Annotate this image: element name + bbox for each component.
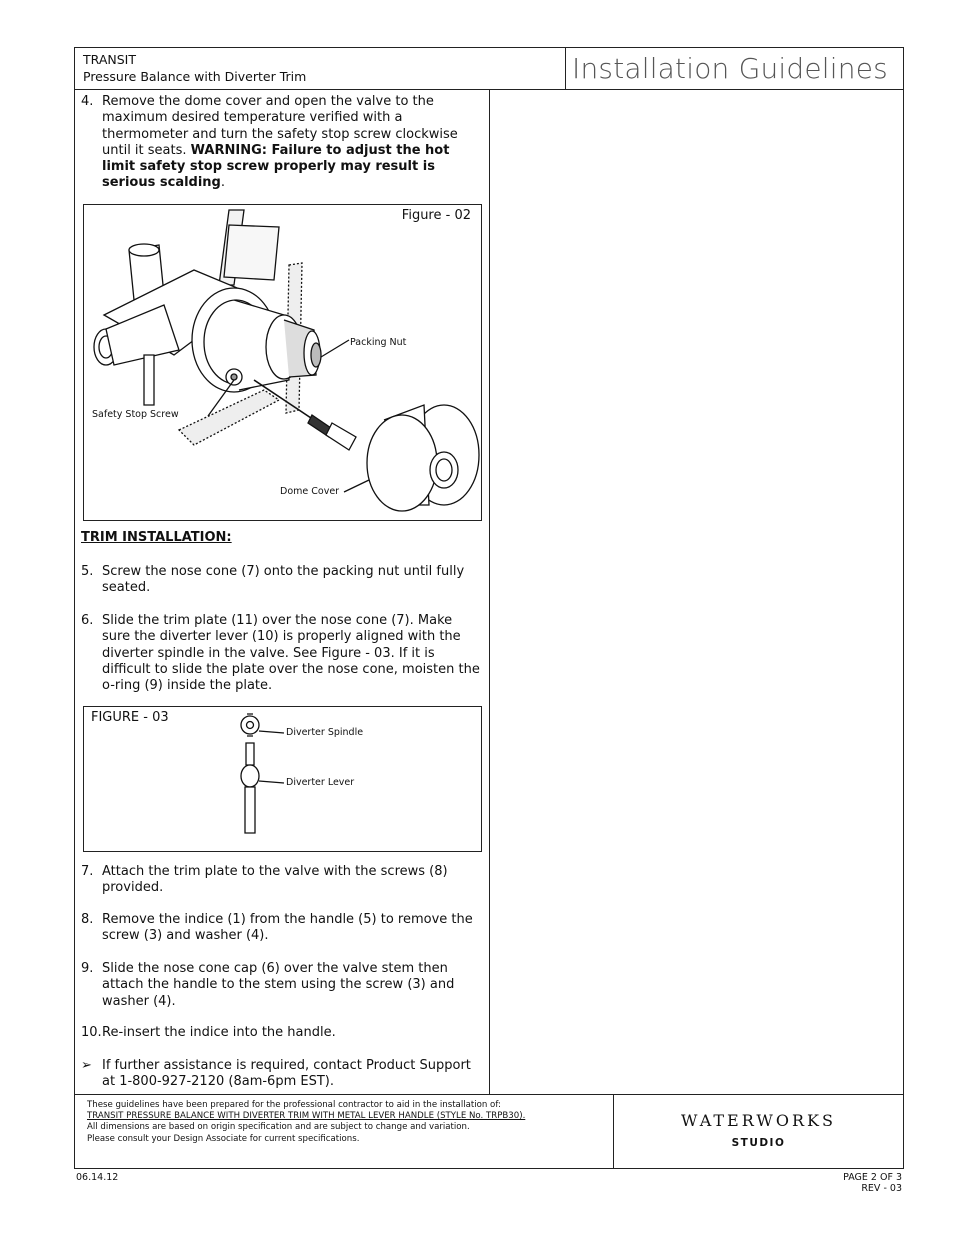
footer-product-line: TRANSIT PRESSURE BALANCE WITH DIVERTER TRIM WITH METAL LEVER HANDLE (STYLE No. TRPB30).: [87, 1111, 526, 1122]
document-frame: [74, 47, 904, 1169]
step-text: Screw the nose cone (7) onto the packing nut until fully seated.: [102, 564, 465, 596]
step-number: 7.: [81, 864, 94, 879]
figure-03: [83, 706, 482, 852]
step-5: [81, 564, 483, 597]
step-number: 5.: [81, 564, 94, 579]
step-text: Slide the trim plate (11) over the nose cone (7). Make sure the diverter lever (10) is properly aligned with the diverter spindle in the valve. See Figure - 03. If it is difficult to slide the plate over the nose cone, moisten the o-ring (9) inside the plate.: [102, 613, 480, 694]
figure-02: [83, 204, 482, 521]
step-text: Slide the nose cone cap (6) over the valve stem then attach the handle to the stem using the screw (3) and washer (4).: [102, 961, 455, 1009]
callout-safety-stop-screw: Safety Stop Screw: [92, 409, 179, 420]
step-text: Remove the indice (1) from the handle (5) to remove the screw (3) and washer (4).: [102, 912, 473, 944]
step-8: [81, 912, 483, 945]
step-10: [81, 1025, 483, 1041]
step-number: 9.: [81, 961, 94, 976]
header-product-block: [75, 48, 566, 90]
brand-logo: [614, 1094, 903, 1168]
page-info: [843, 1172, 902, 1194]
step-number: 4.: [81, 94, 94, 109]
step-number: 6.: [81, 613, 94, 628]
step-9: [81, 961, 483, 1010]
diverter-illustration: [84, 707, 481, 851]
callout-packing-nut: Packing Nut: [350, 337, 407, 348]
step-text: Re-insert the indice into the handle.: [102, 1025, 336, 1040]
valve-illustration: [84, 205, 481, 520]
product-name: TRANSIT: [83, 52, 136, 67]
step-4: 4. Remove the dome cover and open the valve to the maximum desired temperature verified with a thermometer and turn the safety stop screw clockwise until it seats. WARNING: Failure to adjust the hot limit safety stop screw properly may result is serious scalding.: [81, 94, 458, 191]
callout-diverter-lever: Diverter Lever: [286, 777, 355, 788]
support-note: [81, 1058, 483, 1091]
footer-line-1: These guidelines have been prepared for the professional contractor to aid in the installation of:: [87, 1100, 501, 1110]
page-number: PAGE 2 OF 3: [843, 1172, 902, 1183]
callout-diverter-spindle: Diverter Spindle: [286, 727, 364, 738]
footer-line-4: Please consult your Design Associate for current specifications.: [87, 1133, 360, 1144]
document-title: Installation Guidelines: [566, 48, 903, 90]
revision: REV - 03: [861, 1183, 902, 1194]
step-number: 8.: [81, 912, 94, 927]
step-text: Attach the trim plate to the valve with the screws (8) provided.: [102, 864, 448, 896]
support-text: If further assistance is required, contact Product Support at 1-800-927-2120 (8am-6pm EST).: [102, 1058, 471, 1090]
figure-02-title: Figure - 02: [401, 208, 471, 223]
arrow-bullet-icon: ➢: [81, 1058, 92, 1073]
brand-subname: STUDIO: [731, 1137, 786, 1149]
warning-text: WARNING: Failure to adjust the hot limit safety stop screw properly may result is serious scalding: [102, 142, 450, 191]
footer-line-3: All dimensions are based on origin specification and are subject to change and variation.: [87, 1122, 470, 1133]
trim-installation-heading: TRIM INSTALLATION:: [81, 530, 232, 545]
footer-disclaimer: [75, 1094, 614, 1168]
brand-name: WATERWORKS: [681, 1111, 836, 1130]
document-date: 06.14.12: [76, 1172, 119, 1183]
figure-03-title: FIGURE - 03: [91, 710, 169, 725]
step-6: [81, 613, 483, 694]
product-subtitle: Pressure Balance with Diverter Trim: [83, 69, 307, 84]
blank-column: [490, 90, 903, 1094]
callout-dome-cover: Dome Cover: [280, 486, 340, 497]
step-number: 10.: [81, 1025, 102, 1040]
instructions-column: [75, 90, 490, 1094]
step-7: [81, 864, 483, 897]
step-text: Remove the dome cover and open the valve to the maximum desired temperature verified with a thermometer and turn the safety stop screw clockwise until it seats.: [102, 94, 458, 158]
